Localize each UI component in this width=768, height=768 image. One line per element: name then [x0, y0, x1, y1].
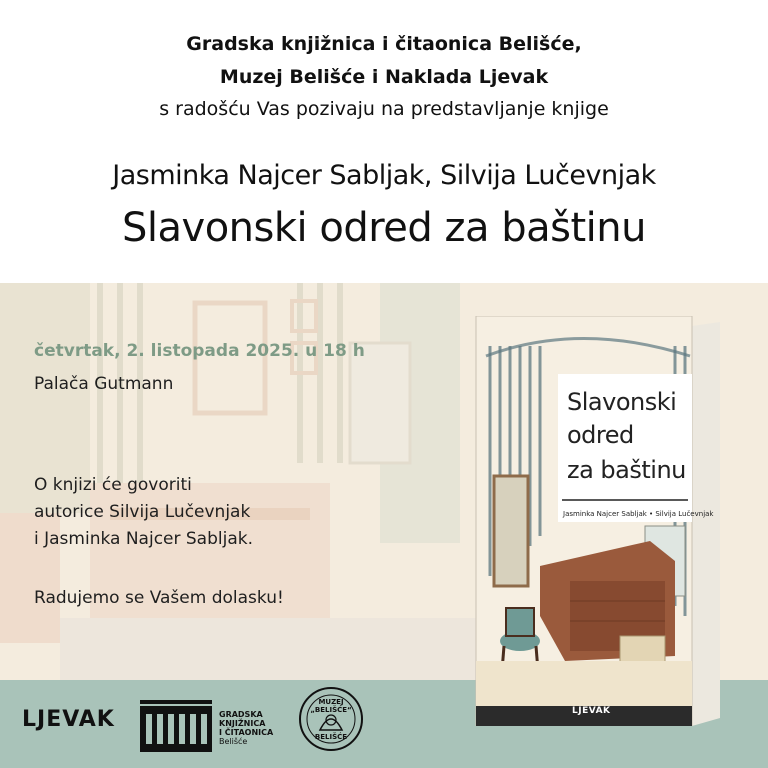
invitation-header — [0, 0, 768, 283]
ljevak-logo: LJEVAK — [22, 707, 115, 732]
museum-seal-icon — [298, 686, 364, 752]
library-name-line: KNJIŽNICA — [219, 719, 266, 728]
event-date-time: četvrtak, 2. listopada 2025. u 18 h — [34, 341, 365, 361]
library-name-line: I ČITAONICA — [219, 728, 274, 737]
organizers-line-2: Muzej Belišće i Naklada Ljevak — [219, 66, 549, 88]
library-name — [219, 710, 273, 746]
invitation-text: s radošću Vas pozivaju na predstavljanje knjige — [159, 98, 609, 120]
organizers-line-1: Gradska knjižnica i čitaonica Belišće, — [186, 33, 582, 55]
speakers-line: O knjizi će govoriti — [34, 475, 192, 495]
cover-authors: Jasminka Najcer Sabljak • Silvija Lučevnjak — [563, 510, 714, 518]
cover-publisher: LJEVAK — [572, 706, 611, 716]
event-venue: Palača Gutmann — [34, 374, 174, 394]
cover-title-line: za baštinu — [567, 456, 686, 484]
cover-title-line: odred — [567, 421, 634, 449]
book-authors: Jasminka Najcer Sabljak, Silvija Lučevnjak — [112, 160, 656, 191]
museum-city: BELIŠĆE — [314, 733, 348, 741]
book-title: Slavonski odred za baštinu — [122, 205, 646, 251]
museum-seal-logo — [298, 686, 364, 752]
museum-name: MUZEJ „BELIŠĆE“ — [310, 698, 352, 714]
book-cover-image — [470, 316, 720, 726]
speakers-line: autorice Silvija Lučevnjak — [34, 502, 251, 522]
cover-title-line: Slavonski — [567, 388, 677, 416]
library-city: Belišće — [219, 737, 248, 746]
library-name-line: GRADSKA — [219, 710, 263, 719]
speakers-line: i Jasminka Najcer Sabljak. — [34, 529, 254, 549]
speakers-text — [34, 472, 253, 553]
closing-text: Radujemo se Vašem dolasku! — [34, 588, 284, 608]
